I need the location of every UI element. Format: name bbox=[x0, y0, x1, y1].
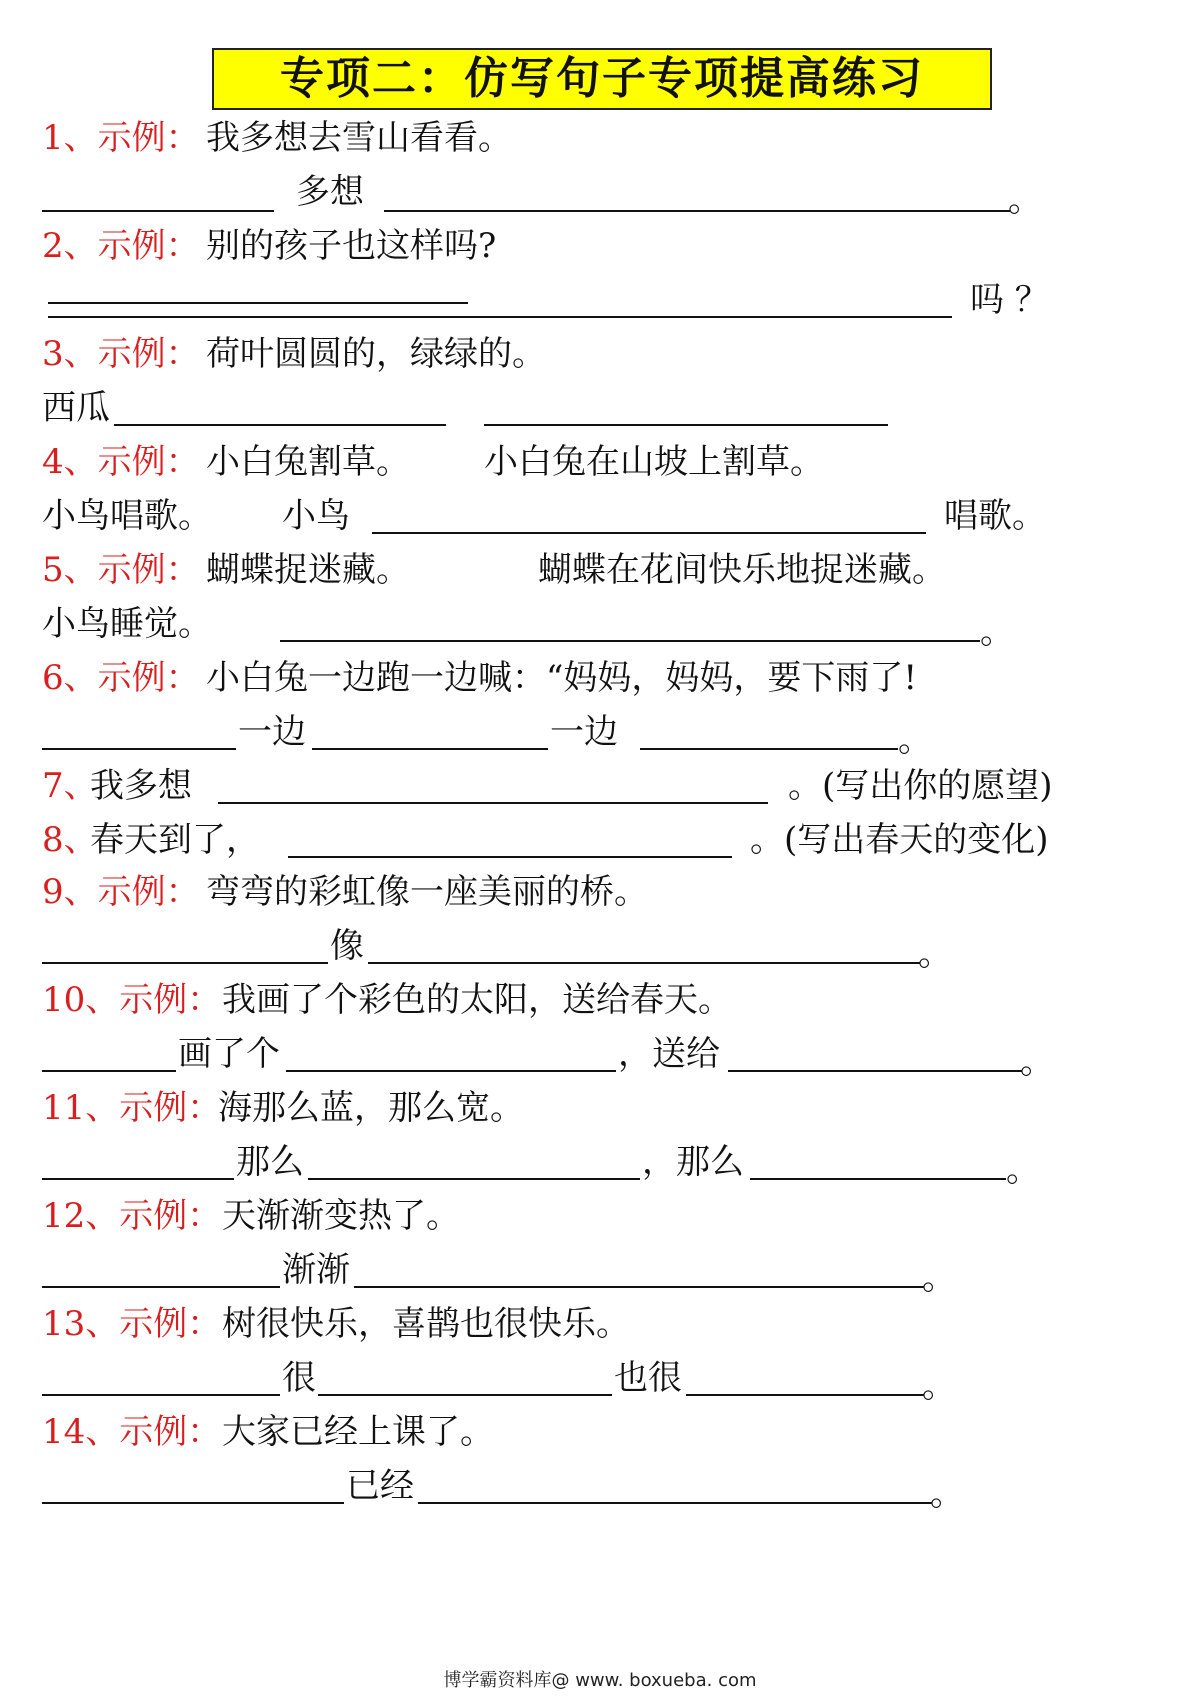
item-14-label: 14、示例： bbox=[42, 1412, 222, 1452]
item-13-blank-3[interactable] bbox=[686, 1394, 924, 1396]
item-2-label: 2、示例： bbox=[42, 226, 200, 266]
item-8-label: 8、 bbox=[42, 820, 98, 860]
item-3-label: 3、示例： bbox=[42, 334, 200, 374]
item-14-blank-2[interactable] bbox=[418, 1502, 932, 1504]
item-2-blank-1[interactable] bbox=[48, 302, 468, 304]
item-7-hint: 。(写出你的愿望) bbox=[788, 766, 1053, 806]
item-12-blank-1[interactable] bbox=[42, 1286, 280, 1288]
item-11-blank-2[interactable] bbox=[308, 1178, 640, 1180]
item-11-blank-1[interactable] bbox=[42, 1178, 234, 1180]
item-6-blank-2[interactable] bbox=[312, 748, 548, 750]
item-9-label: 9、示例： bbox=[42, 872, 200, 912]
item-9-blank-2[interactable] bbox=[368, 962, 920, 964]
item-9-example: 弯弯的彩虹像一座美丽的桥。 bbox=[206, 872, 648, 912]
item-10-end: 。 bbox=[1020, 1042, 1054, 1082]
item-3-example: 荷叶圆圆的，绿绿的。 bbox=[206, 334, 546, 374]
item-8-blank[interactable] bbox=[288, 856, 732, 858]
item-14-blank-1[interactable] bbox=[42, 1502, 344, 1504]
item-13-end: 。 bbox=[922, 1366, 956, 1406]
item-10-blank-1[interactable] bbox=[42, 1070, 176, 1072]
item-1-blank-2[interactable] bbox=[384, 210, 1010, 212]
item-1-example: 我多想去雪山看看。 bbox=[206, 118, 512, 158]
item-4-example-2: 小白兔在山坡上割草。 bbox=[484, 442, 824, 482]
item-1-word: 多想 bbox=[296, 172, 364, 212]
item-5-end: 。 bbox=[980, 612, 1014, 652]
item-13-blank-2[interactable] bbox=[318, 1394, 612, 1396]
item-3-blank-1[interactable] bbox=[114, 424, 446, 426]
item-3-word: 西瓜 bbox=[42, 388, 110, 428]
item-7-blank[interactable] bbox=[218, 802, 768, 804]
item-6-blank-3[interactable] bbox=[640, 748, 898, 750]
item-3-blank-2[interactable] bbox=[484, 424, 888, 426]
item-2-blank-2[interactable] bbox=[48, 316, 952, 318]
item-1-label: 1、示例： bbox=[42, 118, 200, 158]
item-11-blank-3[interactable] bbox=[750, 1178, 1006, 1180]
item-14-example: 大家已经上课了。 bbox=[222, 1412, 494, 1452]
item-4-given: 小鸟唱歌。 bbox=[42, 496, 212, 536]
item-13-word-1: 很 bbox=[282, 1358, 316, 1398]
item-12-example: 天渐渐变热了。 bbox=[222, 1196, 460, 1236]
item-10-blank-2[interactable] bbox=[286, 1070, 616, 1072]
item-11-label: 11、示例： bbox=[42, 1088, 222, 1128]
item-13-blank-1[interactable] bbox=[42, 1394, 280, 1396]
item-10-word-1: 画了个 bbox=[178, 1034, 280, 1074]
item-1-blank-1[interactable] bbox=[42, 210, 274, 212]
item-9-end: 。 bbox=[918, 934, 952, 974]
item-4-word: 小鸟 bbox=[282, 496, 350, 536]
item-11-end: 。 bbox=[1006, 1150, 1040, 1190]
item-10-word-2: ，送给 bbox=[618, 1034, 720, 1074]
item-11-example: 海那么蓝，那么宽。 bbox=[218, 1088, 524, 1128]
item-11-word-1: 那么 bbox=[236, 1142, 304, 1182]
item-6-word-1: 一边 bbox=[238, 712, 306, 752]
item-7-label: 7、 bbox=[42, 766, 98, 806]
item-12-word: 渐渐 bbox=[282, 1250, 350, 1290]
item-13-word-2: 也很 bbox=[614, 1358, 682, 1398]
item-10-label: 10、示例： bbox=[42, 980, 222, 1020]
item-9-blank-1[interactable] bbox=[42, 962, 328, 964]
item-5-blank[interactable] bbox=[280, 640, 980, 642]
item-14-word: 已经 bbox=[346, 1466, 414, 1506]
item-12-label: 12、示例： bbox=[42, 1196, 222, 1236]
item-1-end: 。 bbox=[1008, 180, 1042, 220]
watermark-footer: 博学霸资料库@ www. boxueba. com bbox=[443, 1670, 757, 1691]
item-2-end: 吗 ？ bbox=[970, 280, 1049, 320]
item-4-label: 4、示例： bbox=[42, 442, 200, 482]
item-10-blank-3[interactable] bbox=[728, 1070, 1022, 1072]
item-5-label: 5、示例： bbox=[42, 550, 200, 590]
item-12-blank-2[interactable] bbox=[354, 1286, 924, 1288]
item-4-blank[interactable] bbox=[372, 532, 926, 534]
item-9-word: 像 bbox=[330, 926, 364, 966]
item-7-prompt: 我多想 bbox=[90, 766, 192, 806]
item-4-example-1: 小白兔割草。 bbox=[206, 442, 410, 482]
item-13-example: 树很快乐，喜鹊也很快乐。 bbox=[222, 1304, 630, 1344]
item-13-label: 13、示例： bbox=[42, 1304, 222, 1344]
item-5-given: 小鸟睡觉。 bbox=[42, 604, 212, 644]
item-6-word-2: 一边 bbox=[550, 712, 618, 752]
item-11-word-2: ，那么 bbox=[642, 1142, 744, 1182]
item-10-example: 我画了个彩色的太阳，送给春天。 bbox=[222, 980, 732, 1020]
item-5-example-1: 蝴蝶捉迷藏。 bbox=[206, 550, 410, 590]
item-8-prompt: 春天到了， bbox=[90, 820, 260, 860]
item-6-end: 。 bbox=[898, 720, 932, 760]
item-5-example-2: 蝴蝶在花间快乐地捉迷藏。 bbox=[538, 550, 946, 590]
item-6-label: 6、示例： bbox=[42, 658, 200, 698]
page-title: 专项二：仿写句子专项提高练习 bbox=[212, 48, 992, 110]
item-8-hint: 。(写出春天的变化) bbox=[750, 820, 1049, 860]
item-6-example: 小白兔一边跑一边喊：“妈妈，妈妈，要下雨了! bbox=[206, 658, 918, 698]
item-2-example: 别的孩子也这样吗? bbox=[206, 226, 497, 266]
item-6-blank-1[interactable] bbox=[42, 748, 236, 750]
item-12-end: 。 bbox=[922, 1258, 956, 1298]
item-4-end: 唱歌。 bbox=[944, 496, 1046, 536]
item-14-end: 。 bbox=[930, 1474, 964, 1514]
